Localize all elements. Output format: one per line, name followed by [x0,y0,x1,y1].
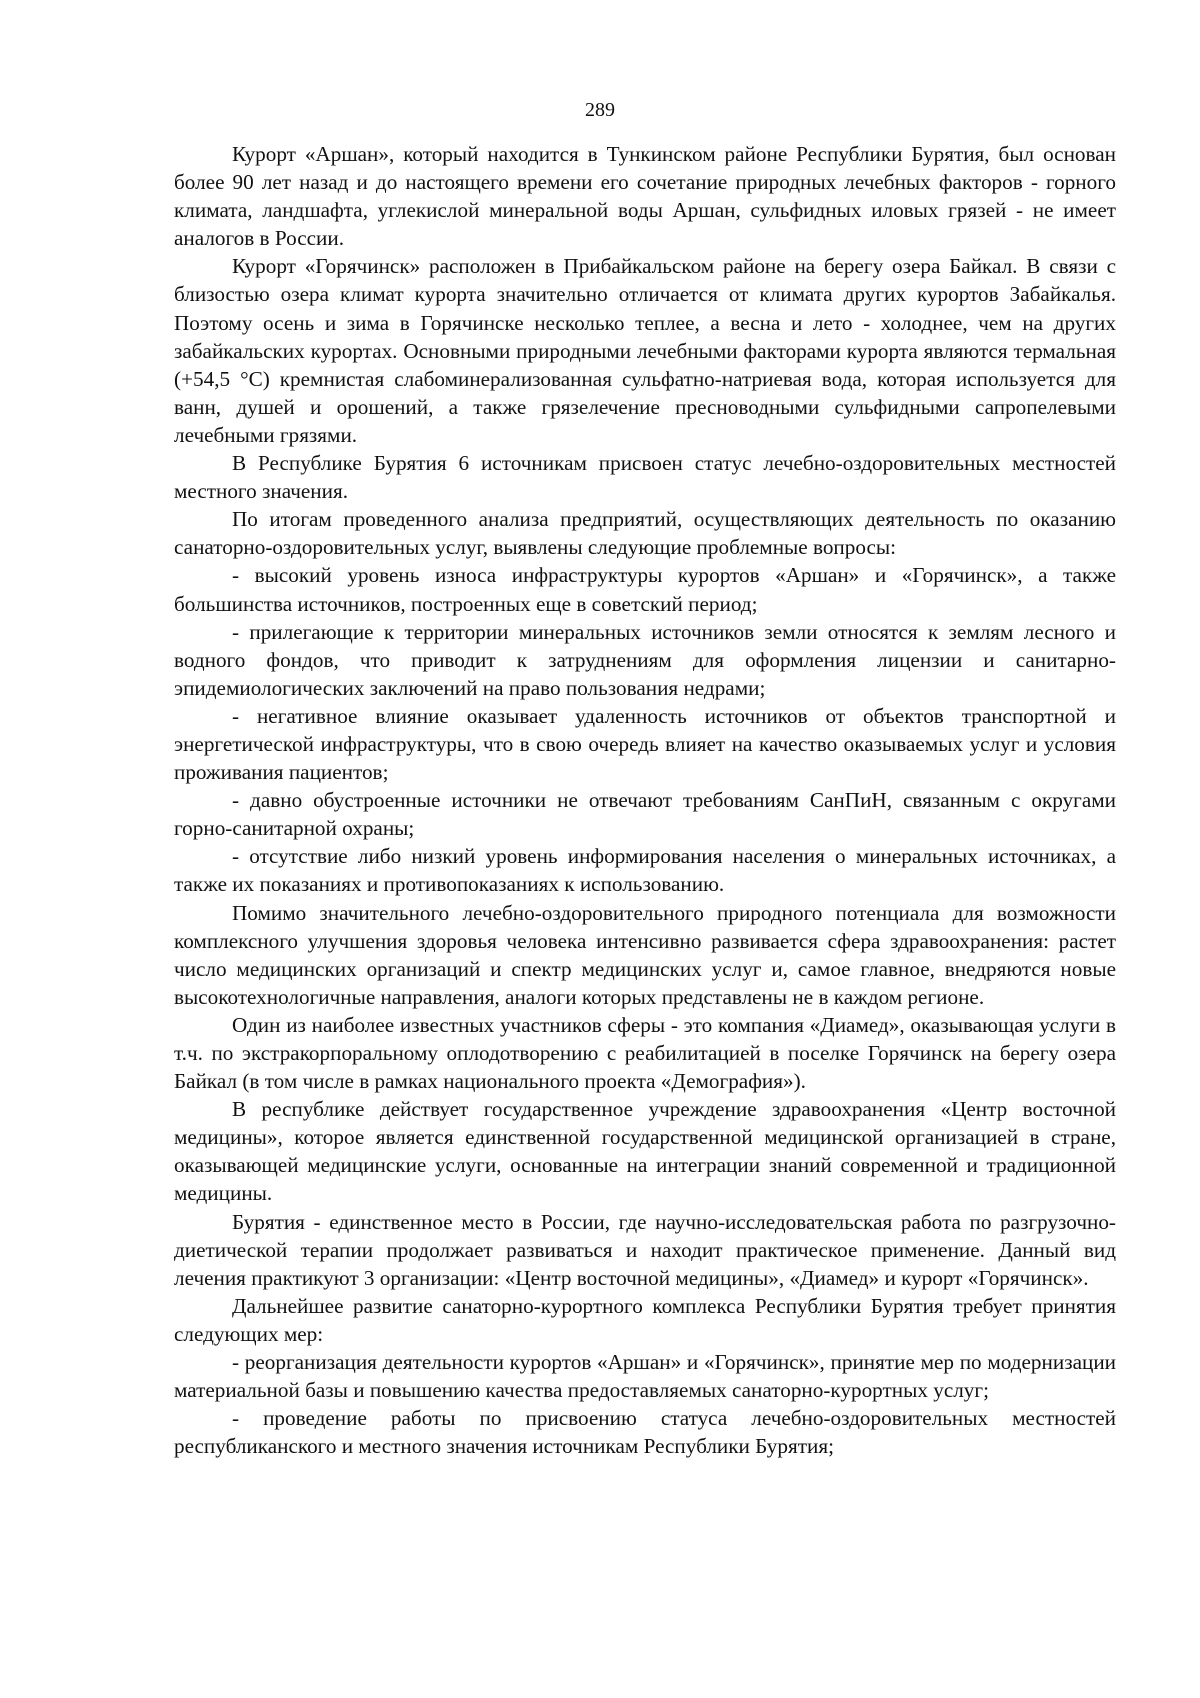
measure-item: - проведение работы по присвоению статуса лечебно-оздоровительных местностей республиканского и местного значения источникам Республики Бурятия; [174,1406,1116,1459]
paragraph-healthcare: Помимо значительного лечебно-оздоровительного природного потенциала для возможности комплексного улучшения здоровья человека интенсивно развивается сфера здравоохранения: растет число медицинских организаций и спектр медицинских услуг и, самое главное, внедряются новые высокотехнологичные направления, аналоги которых представлены не в каждом регионе. [174,900,1116,1009]
page-number: 289 [585,99,615,121]
problem-item: - давно обустроенные источники не отвечают требованиям СанПиН, связанным с округами горно-санитарной охраны; [174,788,1116,841]
paragraph-arshan: Курорт «Аршан», который находится в Тункинском районе Республики Бурятия, был основан более 90 лет назад и до настоящего времени его сочетание природных лечебных факторов - горного климата, ландшафта, углекислой минеральной воды Аршан, сульфидных иловых грязей - не имеет аналогов в России. [174,142,1116,251]
paragraph-measures-intro: Дальнейшее развитие санаторно-курортного комплекса Республики Бурятия требует принятия следующих мер: [174,1293,1116,1346]
paragraph-eastern-medicine: В республике действует государственное учреждение здравоохранения «Центр восточной медицины», которое является единственной государственной медицинской организацией в стране, оказывающей медицинские услуги, основанные на интеграции знаний современной и традиционной медицины. [174,1097,1116,1206]
paragraph-goryachinsk: Курорт «Горячинск» расположен в Прибайкальском районе на берегу озера Байкал. В связи с близостью озера климат курорта значительно отличается от климата других курортов Забайкалья. Поэтому осень и зима в Горячинске несколько теплее, а весна и лето - холоднее, чем на других забайкальских курортах. Основными природными лечебными факторами курорта являются термальная (+54,5 °С) кремнистая слабоминерализованная сульфатно-натриевая вода, которая используется для ванн, душей и орошений, а также грязелечение пресноводными сульфидными сапропелевыми лечебными грязями. [174,254,1116,447]
paragraph-diet-therapy: Бурятия - единственное место в России, где научно-исследовательская работа по разгрузочно-диетической терапии продолжает развиваться и находит практическое применение. Данный вид лечения практикуют 3 организации: «Центр восточной медицины», «Диамед» и курорт «Горячинск». [174,1209,1116,1290]
document-body [174,140,1116,1460]
problem-item: - высокий уровень износа инфраструктуры курортов «Аршан» и «Горячинск», а также большинства источников, построенных еще в советский период; [174,563,1116,616]
measure-item: - реорганизация деятельности курортов «Аршан» и «Горячинск», принятие мер по модернизации материальной базы и повышению качества предоставляемых санаторно-курортных услуг; [174,1350,1116,1403]
paragraph-diamed: Один из наиболее известных участников сферы - это компания «Диамед», оказывающая услуги в т.ч. по экстракорпоральному оплодотворению с реабилитацией в поселке Горячинск на берегу озера Байкал (в том числе в рамках национального проекта «Демография»). [174,1012,1116,1094]
problem-item: - отсутствие либо низкий уровень информирования населения о минеральных источниках, а также их показаниях и противопоказаниях к использованию. [174,844,1116,897]
paragraph-local-status: В Республике Бурятия 6 источникам присвоен статус лечебно-оздоровительных местностей местного значения. [174,451,1116,504]
problem-item: - негативное влияние оказывает удаленность источников от объектов транспортной и энергетической инфраструктуры, что в свою очередь влияет на качество оказываемых услуг и условия проживания пациентов; [174,703,1116,785]
paragraph-analysis-intro: По итогам проведенного анализа предприятий, осуществляющих деятельность по оказанию санаторно-оздоровительных услуг, выявлены следующие проблемные вопросы: [174,507,1116,560]
problem-item: - прилегающие к территории минеральных источников земли относятся к землям лесного и водного фондов, что приводит к затруднениям для оформления лицензии и санитарно-эпидемиологических заключений на право пользования недрами; [174,619,1116,700]
